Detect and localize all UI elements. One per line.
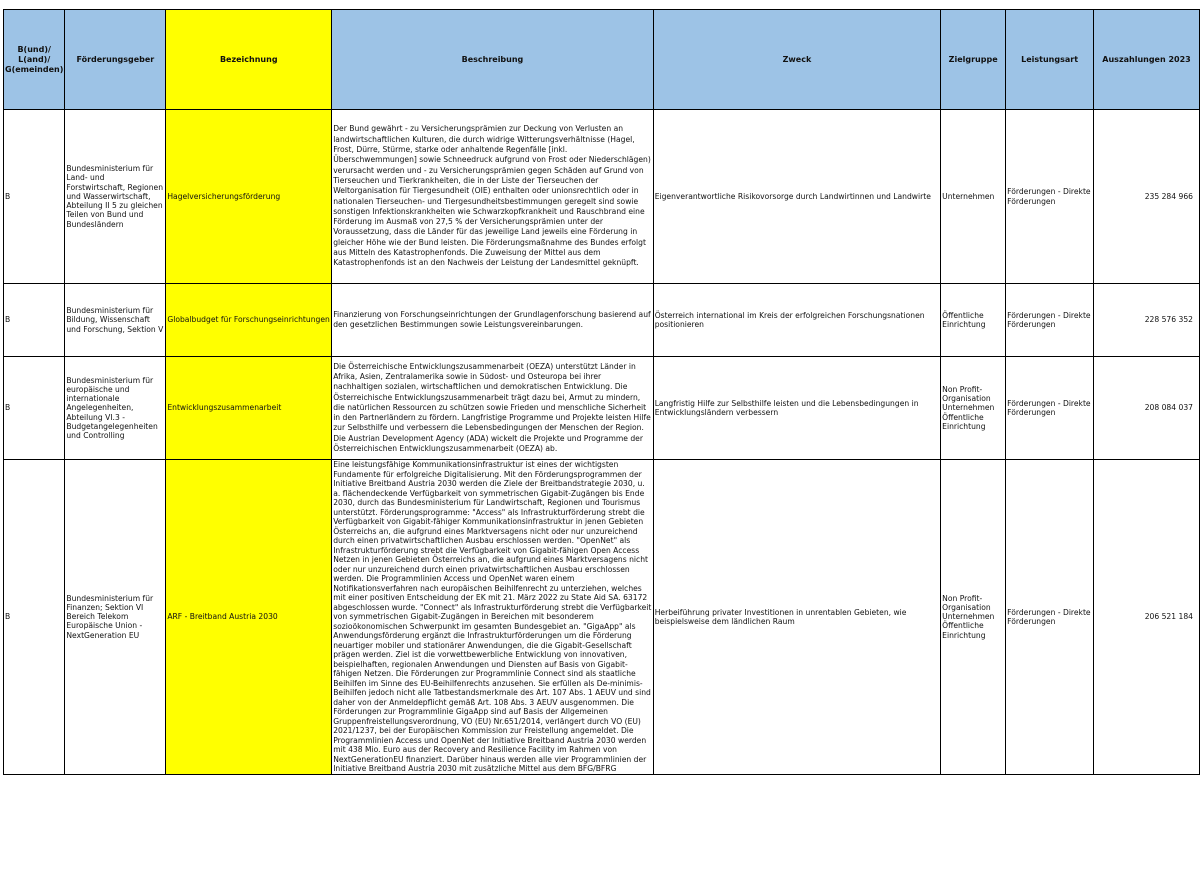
table-row	[4, 460, 1200, 775]
cell-target: Non Profit-Organisation Unternehmen Öffentliche Einrichtung	[941, 357, 1006, 460]
cell-level: B	[4, 460, 65, 775]
cell-purpose: Langfristig Hilfe zur Selbsthilfe leisten und die Lebensbedingungen in Entwicklungsländern verbessern	[653, 357, 940, 460]
cell-description: Finanzierung von Forschungseinrichtungen der Grundlagenforschung basierend auf den gesetzlichen Bestimmungen sowie Leistungsvereinbarungen.	[332, 284, 654, 357]
cell-funder: Bundesministerium für Finanzen; Sektion VI Bereich Telekom Europäische Union - NextGeneration EU	[65, 460, 166, 775]
header-payout: Auszahlungen 2023	[1094, 10, 1200, 110]
cell-payout: 235 284 966	[1094, 110, 1200, 284]
cell-type: Förderungen - Direkte Förderungen	[1006, 460, 1094, 775]
cell-purpose: Österreich international im Kreis der erfolgreichen Forschungsnationen positionieren	[653, 284, 940, 357]
cell-level: B	[4, 110, 65, 284]
header-funder: Förderungsgeber	[65, 10, 166, 110]
cell-name: ARF - Breitband Austria 2030	[166, 460, 332, 775]
cell-type: Förderungen - Direkte Förderungen	[1006, 284, 1094, 357]
table-row	[4, 357, 1200, 460]
header-row	[4, 10, 1200, 110]
cell-name: Entwicklungszusammenarbeit	[166, 357, 332, 460]
cell-payout: 228 576 352	[1094, 284, 1200, 357]
cell-name: Hagelversicherungsförderung	[166, 110, 332, 284]
header-type: Leistungsart	[1006, 10, 1094, 110]
header-target: Zielgruppe	[941, 10, 1006, 110]
header-name: Bezeichnung	[166, 10, 332, 110]
cell-level: B	[4, 284, 65, 357]
cell-purpose: Eigenverantwortliche Risikovorsorge durch Landwirtinnen und Landwirte	[653, 110, 940, 284]
table-row	[4, 110, 1200, 284]
cell-type: Förderungen - Direkte Förderungen	[1006, 110, 1094, 284]
header-description: Beschreibung	[332, 10, 654, 110]
cell-target: Non Profit-Organisation Unternehmen Öffentliche Einrichtung	[941, 460, 1006, 775]
header-purpose: Zweck	[653, 10, 940, 110]
cell-funder: Bundesministerium für Land- und Forstwirtschaft, Regionen und Wasserwirtschaft, Abteilung II 5 zu gleichen Teilen von Bund und Bundesländern	[65, 110, 166, 284]
cell-target: Öffentliche Einrichtung	[941, 284, 1006, 357]
cell-level: B	[4, 357, 65, 460]
cell-purpose: Herbeiführung privater Investitionen in unrentablen Gebieten, wie beispielsweise dem ländlichen Raum	[653, 460, 940, 775]
header-level: B(und)/ L(and)/ G(emeinden)	[4, 10, 65, 110]
cell-funder: Bundesministerium für europäische und internationale Angelegenheiten, Abteilung VI.3 - Budgetangelegenheiten und Controlling	[65, 357, 166, 460]
cell-payout: 206 521 184	[1094, 460, 1200, 775]
cell-target: Unternehmen	[941, 110, 1006, 284]
cell-payout: 208 084 037	[1094, 357, 1200, 460]
funding-table	[3, 9, 1200, 775]
cell-description: Die Österreichische Entwicklungszusammenarbeit (OEZA) unterstützt Länder in Afrika, Asien, Zentralamerika sowie in Südost- und Osteuropa bei ihrer nachhaltigen sozialen, wirtschaftlichen und demokratischen Entwicklung. Die Österreichische Entwicklungszusammenarbeit trägt dazu bei, Armut zu mindern, die natürlichen Ressourcen zu schützen sowie Frieden und menschliche Sicherheit in den Partnerländern zu fördern. Langfristige Programme und Projekte leisten Hilfe zur Selbsthilfe und verbessern die Lebensbedingungen der Menschen der Region. Die Austrian Development Agency (ADA) wickelt die Projekte und Programme der Österreichischen Entwicklungszusammenarbeit (OEZA) ab.	[332, 357, 654, 460]
cell-description: Der Bund gewährt - zu Versicherungsprämien zur Deckung von Verlusten an landwirtschaftlichen Kulturen, die durch widrige Witterungsverhältnisse (Hagel, Frost, Dürre, Stürme, starke oder anhaltende Regenfälle [inkl. Überschwemmungen] sowie Schneedruck aufgrund von Frost oder Niederschlägen) verursacht werden und - zu Versicherungsprämien gegen Schäden auf Grund von Tierseuchen und Tierkrankheiten, die in der Liste der Tierseuchen der Weltorganisation für Tiergesundheit (OIE) enthalten oder unionsrechtlich oder in nationalen Tierseuchen- und Tiergesundheitsbestimmungen geregelt sind sowie sonstigen Infektionskrankheiten wie Schwarzkopfkrankheit und Rauschbrand eine Förderung im Ausmaß von 27,5 % der Versicherungsprämien unter der Voraussetzung, dass die Länder für das jeweilige Land jeweils eine Förderung in gleicher Höhe wie der Bund leisten. Die Förderungsmaßnahme des Bundes erfolgt aus Mitteln des Katastrophenfonds. Die Zuweisung der Mittel aus dem Katastrophenfonds ist an den Nachweis der Leistung der Landesmittel geknüpft.	[332, 110, 654, 284]
cell-name: Globalbudget für Forschungseinrichtungen	[166, 284, 332, 357]
cell-type: Förderungen - Direkte Förderungen	[1006, 357, 1094, 460]
cell-funder: Bundesministerium für Bildung, Wissenschaft und Forschung, Sektion V	[65, 284, 166, 357]
cell-description: Eine leistungsfähige Kommunikationsinfrastruktur ist eines der wichtigsten Fundamente für erfolgreiche Digitalisierung. Mit den Förderungsprogrammen der Initiative Breitband Austria 2030 werden die Ziele der Breitbandstrategie 2030, u. a. flächendeckende Verfügbarkeit von symmetrischen Gigabit-Zugängen bis Ende 2030, durch das Bundesministerium für Landwirtschaft, Regionen und Tourismus unterstützt. Förderungsprogramme: "Access" als Infrastrukturförderung strebt die Verfügbarkeit von Gigabit-fähiger Kommunikationsinfrastruktur in jenen Gebieten Österreichs an, die aufgrund eines Marktversagens nicht oder nur unzureichend durch einen privatwirtschaftlichen Ausbau erschlossen werden. "OpenNet" als Infrastrukturförderung strebt die Verfügbarkeit von Gigabit-fähigen Open Access Netzen in jenen Gebieten Österreichs an, die aufgrund eines Marktversagens nicht oder nur unzureichend durch einen privatwirtschaftlichen Ausbau erschlossen werden. Die Programmlinien Access und OpenNet waren einem Notifikationsverfahren nach europäischen Beihilfenrecht zu unterziehen, welches mit einer positiven Entscheidung der EK mit 21. März 2022 zu State Aid SA. 63172 abgeschlossen wurde. "Connect" als Infrastrukturförderung strebt die Verfügbarkeit von symmetrischen Gigabit-Zugängen in Bereichen mit besonderem sozioökonomischen Schwerpunkt im gesamten Bundesgebiet an. "GigaApp" als Anwendungsförderung ergänzt die Infrastrukturförderungen um die Förderung neuartiger mobiler und stationärer Anwendungen, die die Gigabit-Gesellschaft prägen werden. Ziel ist die vorwettbewerbliche Entwicklung von innovativen, beispielhaften, regionalen Anwendungen und Diensten auf Basis von Gigabit-fähigen Netzen. Die Förderungen zur Programmlinie Connect sind als staatliche Beihilfen im Sinne des EU-Beihilfenrechts anzusehen. Sie erfüllen als De-minimis-Beihilfen jedoch nicht alle Tatbestandsmerkmale des Art. 107 Abs. 1 AEUV und sind daher von der Anmeldepflicht gemäß Art. 108 Abs. 3 AEUV ausgenommen. Die Förderungen zur Programmlinie GigaApp sind auf Basis der Allgemeinen Gruppenfreistellungsverordnung, VO (EU) Nr.651/2014, verlängert durch VO (EU) 2021/1237, bei der Europäischen Kommission zur Freistellung angemeldet. Die Programmlinien Access und OpenNet der Initiative Breitband Austria 2030 werden mit 438 Mio. Euro aus der Recovery and Resilience Facility im Rahmen von NextGenerationEU finanziert. Darüber hinaus werden alle vier Programmlinien der Initiative Breitband Austria 2030 mit zusätzliche Mittel aus dem BFG/BFRG	[333, 460, 652, 773]
table-row	[4, 284, 1200, 357]
